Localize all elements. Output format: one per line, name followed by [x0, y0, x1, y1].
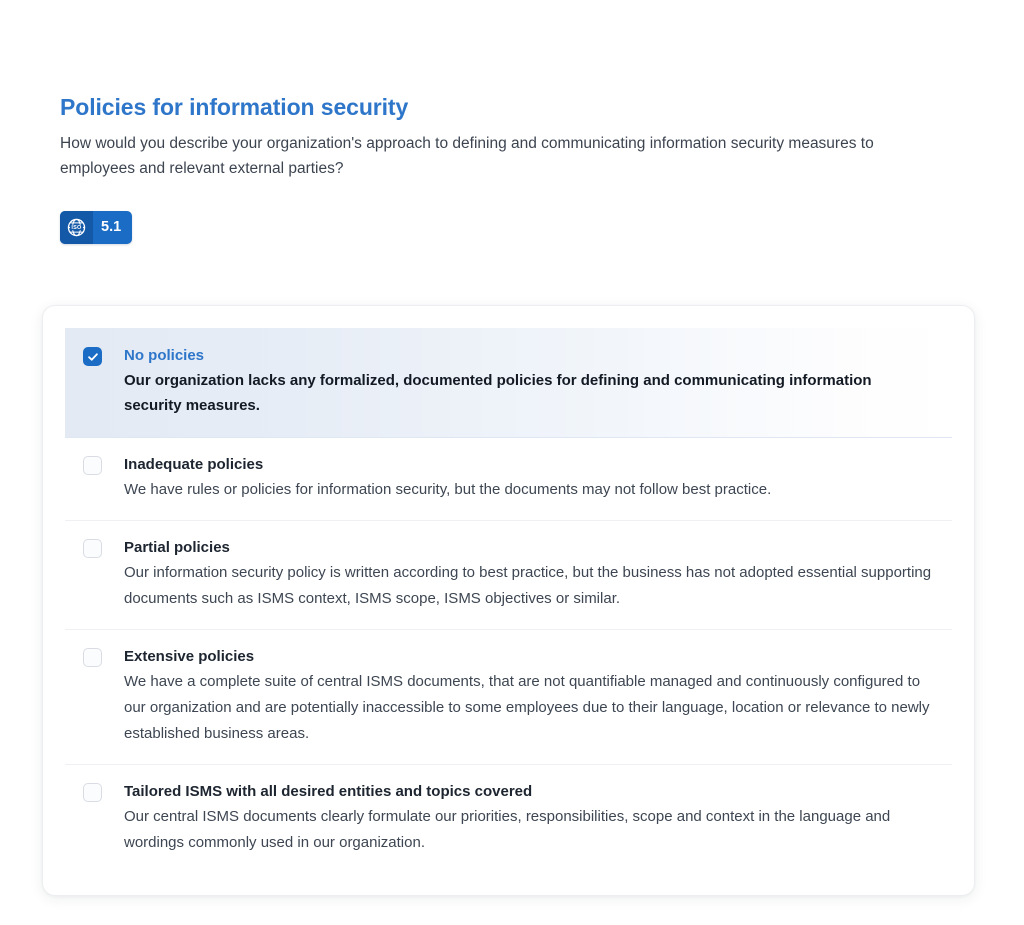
iso-control-badge[interactable]: [60, 211, 132, 244]
option-description: Our organization lacks any formalized, documented policies for defining and communicating information security measures.: [124, 372, 872, 414]
option-row-partial-policies[interactable]: [65, 521, 952, 630]
option-text: [124, 345, 914, 418]
option-text: [124, 781, 934, 856]
iso-control-number: 5.1: [101, 219, 122, 235]
svg-text:ISO: ISO: [71, 225, 82, 232]
option-title: Tailored ISMS with all desired entities and topics covered: [124, 783, 533, 800]
options-card: [42, 305, 975, 896]
empty-checkbox-icon[interactable]: [83, 783, 102, 802]
iso-globe-icon: [60, 211, 93, 244]
options-list: [43, 328, 974, 873]
option-row-tailored-isms[interactable]: [65, 765, 952, 873]
option-title: Extensive policies: [124, 648, 255, 665]
option-row-inadequate-policies[interactable]: [65, 438, 952, 521]
badge-row: [60, 211, 132, 244]
checkmark-icon[interactable]: [83, 347, 102, 366]
option-title: Partial policies: [124, 539, 230, 556]
option-text: [124, 454, 771, 503]
option-title: Inadequate policies: [124, 456, 264, 473]
option-row-no-policies[interactable]: [65, 328, 952, 438]
empty-checkbox-icon[interactable]: [83, 539, 102, 558]
option-row-extensive-policies[interactable]: [65, 630, 952, 765]
option-description: Our information security policy is written according to best practice, but the business has not adopted essential supporting documents such as ISMS context, ISMS scope, ISMS objectives or similar.: [124, 564, 932, 607]
option-description: We have a complete suite of central ISMS documents, that are not quantifiable managed and continuously configured to our organization and are potentially inaccessible to some employees due to their language, location or relevance to newly established business areas.: [124, 673, 930, 742]
question-header: [60, 92, 960, 181]
option-text: [124, 646, 934, 747]
page-title: Policies for information security: [60, 94, 409, 120]
question-subtitle: How would you describe your organization's approach to defining and communicating information security measures to employees and relevant external parties?: [60, 135, 874, 177]
empty-checkbox-icon[interactable]: [83, 648, 102, 667]
option-text: [124, 537, 934, 612]
option-description: Our central ISMS documents clearly formulate our priorities, responsibilities, scope and context in the language and wordings commonly used in our organization.: [124, 808, 891, 851]
option-description: We have rules or policies for information security, but the documents may not follow best practice.: [124, 481, 772, 498]
empty-checkbox-icon[interactable]: [83, 456, 102, 475]
option-title: No policies: [124, 347, 205, 364]
